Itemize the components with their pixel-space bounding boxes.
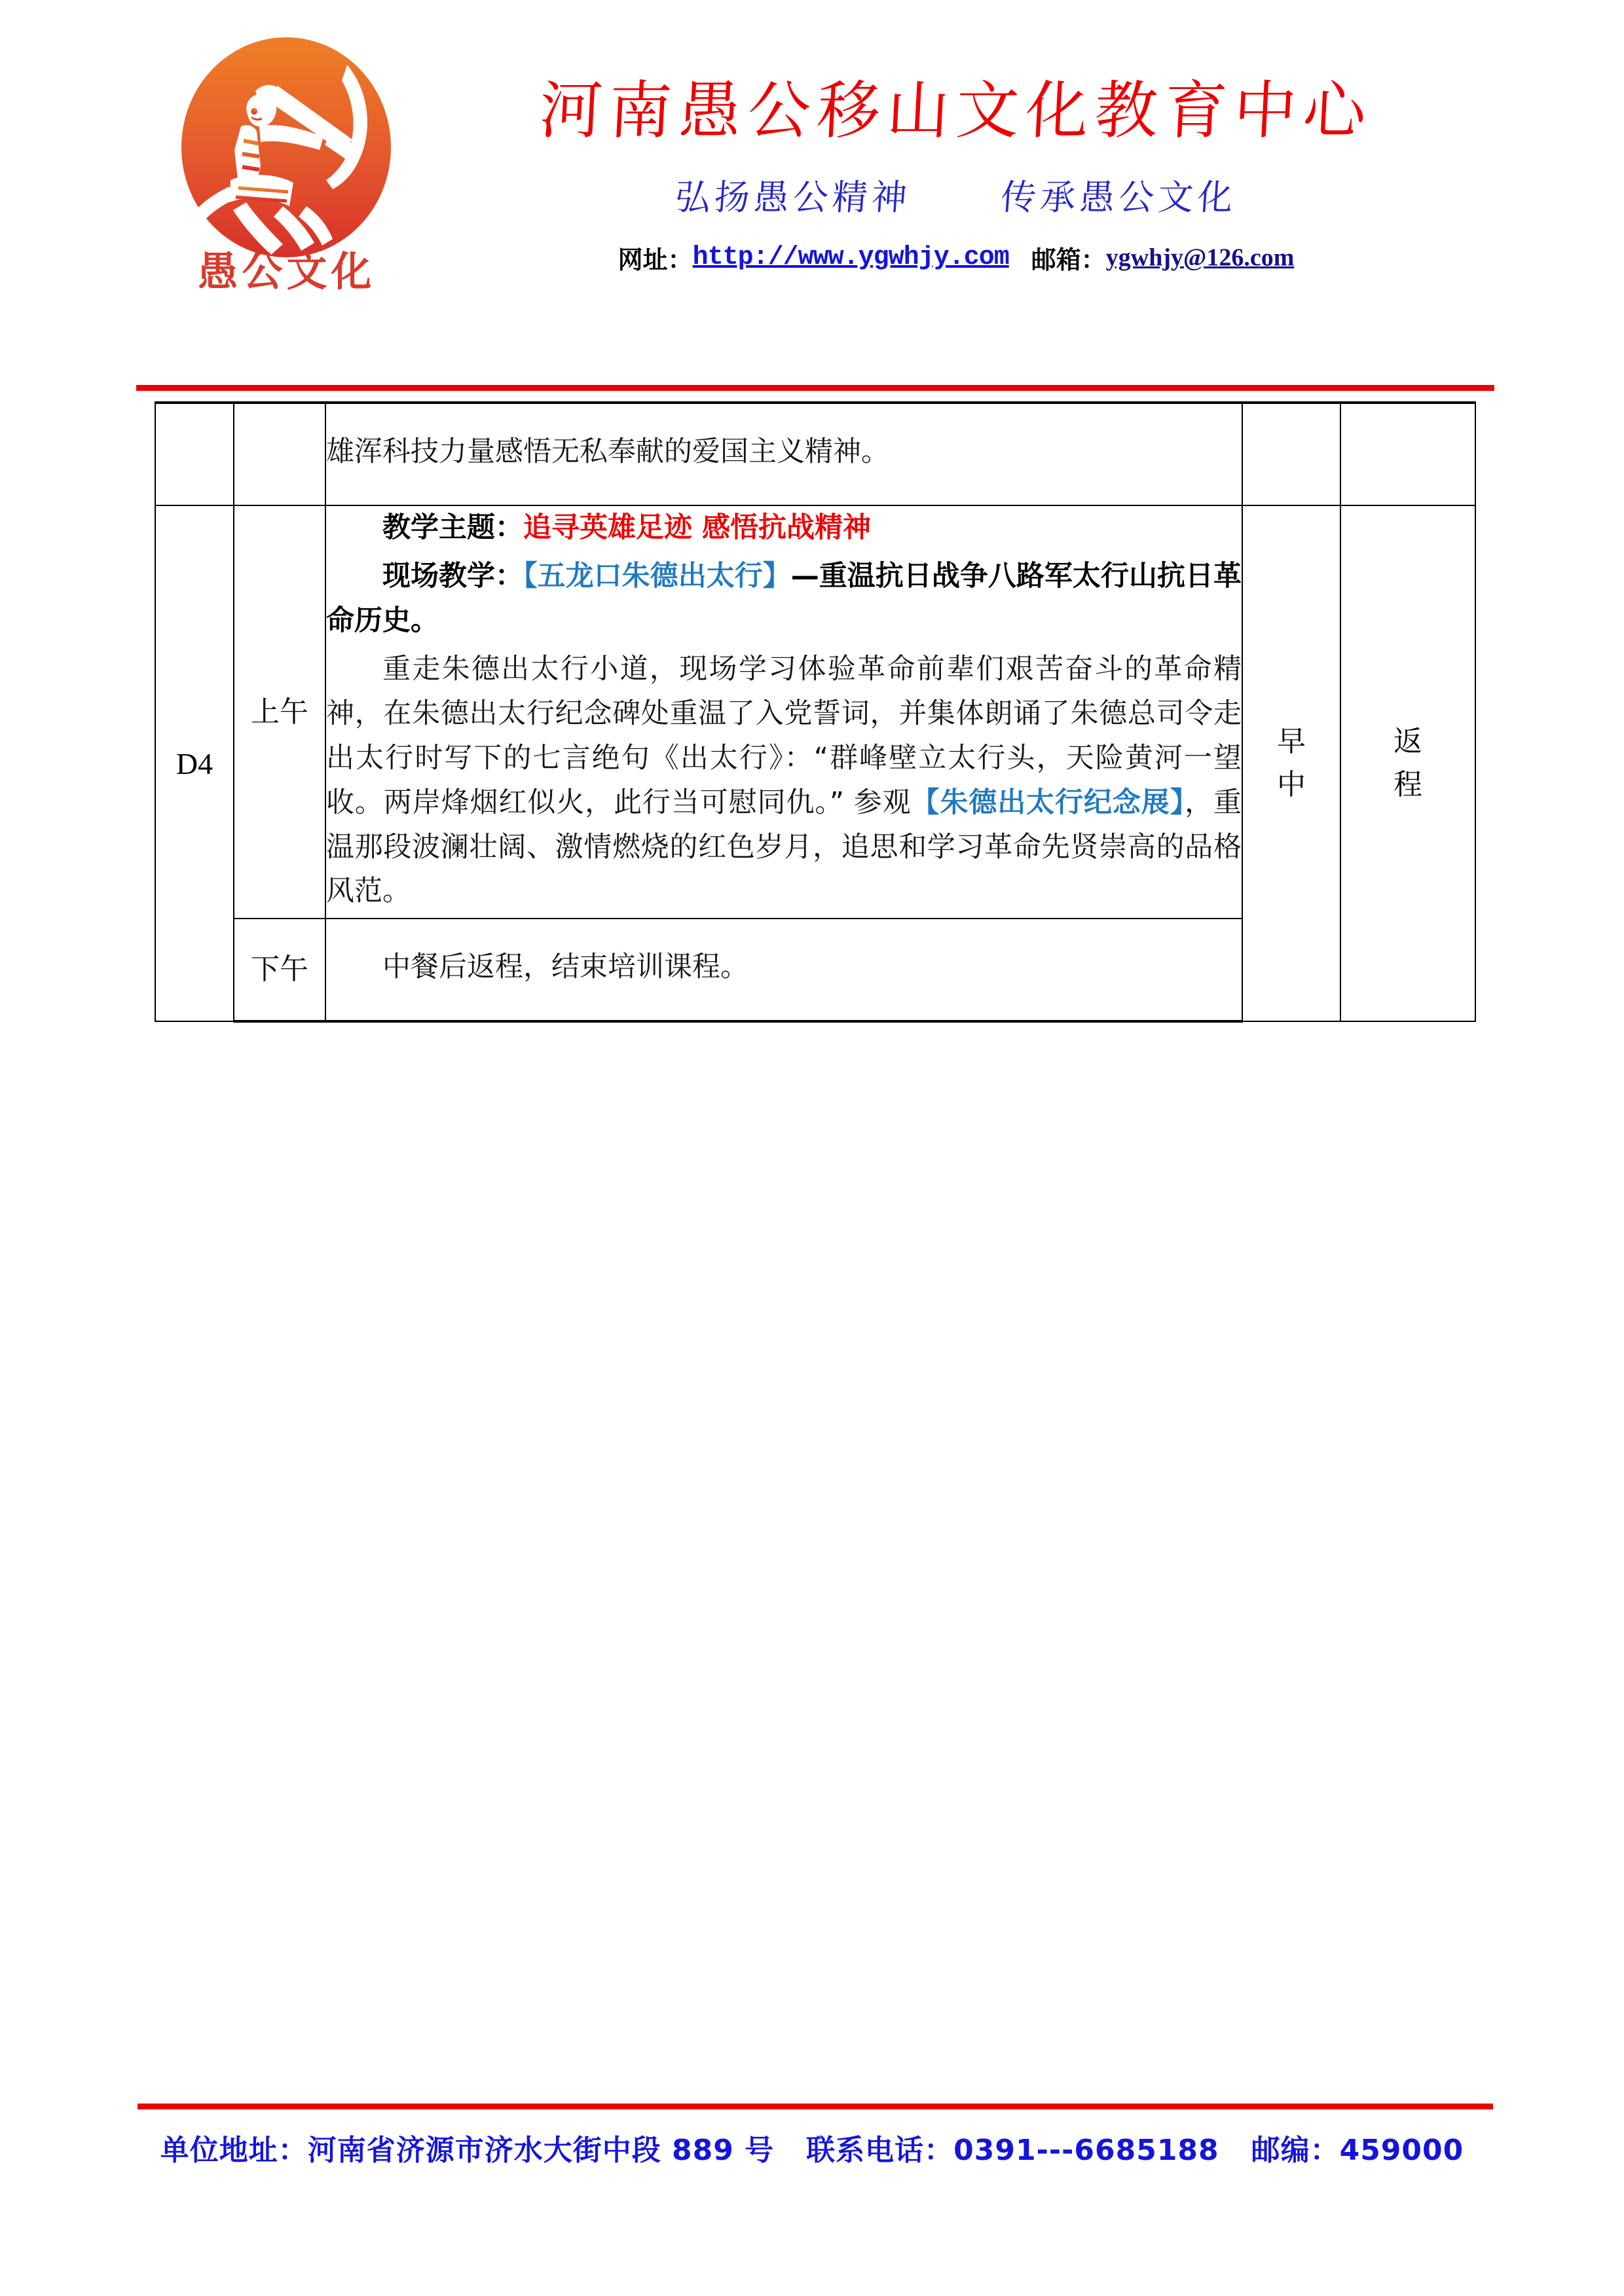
cell-period-morning: 上午 — [234, 505, 325, 919]
organization-title: 河南愚公移山文化教育中心 — [538, 74, 1375, 147]
stay-line-1: 返 — [1393, 725, 1422, 759]
slogan-left: 弘扬愚公精神 — [673, 176, 913, 218]
morning-paragraph — [326, 647, 1242, 915]
table-row — [155, 403, 1475, 505]
foolish-old-man-pickaxe-icon — [178, 35, 394, 261]
meal-line-2: 中 — [1277, 768, 1306, 802]
cell-afternoon-body — [325, 919, 1242, 1021]
visit-prefix: 参观 — [844, 786, 912, 819]
theme-value: 追寻英雄足迹 感悟抗战精神 — [523, 511, 871, 544]
cell-stay-empty — [1340, 403, 1475, 505]
cell-morning-body — [325, 505, 1242, 919]
onsite-site-name: 【五龙口朱德出太行】 — [523, 559, 791, 592]
website-label: 网址： — [618, 245, 693, 274]
footer-address-label: 单位地址： — [160, 2134, 308, 2167]
schedule-table — [155, 401, 1476, 1023]
slogan-right: 传承愚公文化 — [999, 176, 1238, 218]
email-link[interactable]: ygwhjy@126.com — [1105, 244, 1295, 272]
cell-continued-body — [325, 403, 1242, 505]
cell-lodging — [1340, 505, 1475, 1021]
cell-period-afternoon: 下午 — [234, 919, 325, 1021]
email-label: 邮箱： — [1031, 245, 1106, 274]
visit-tail: ，重温那段波澜壮阔、激情燃烧的红色岁月，追思和学习革命先贤崇高的品格风范。 — [326, 786, 1242, 908]
onsite-label: 现场教学： — [382, 559, 524, 592]
cell-meal-empty — [1242, 403, 1340, 505]
afternoon-text: 中餐后返程，结束培训课程。 — [382, 951, 748, 984]
cell-day-d4: D4 — [155, 505, 234, 1021]
header-text-block — [419, 0, 1493, 276]
footer-zip-label: 邮编： — [1251, 2134, 1340, 2167]
header-divider-rule — [136, 385, 1494, 391]
paragraph-1: 重走朱德出太行小道，现场学习体验革命前辈们艰苦奋斗的革命精神，在朱德出太行纪念碑处重温了入党誓词，并集体朗诵了朱德总司令走出太行时写下的七言绝句《出太行》： — [326, 652, 1242, 774]
header-contact-line — [419, 240, 1493, 276]
onsite-line — [326, 555, 1242, 644]
onsite-tail: —重温抗日战争八路军太行山抗日革命历史。 — [326, 559, 1242, 637]
meal-line-1: 早 — [1277, 725, 1306, 759]
footer-phone-value: 0391---6685188 — [953, 2134, 1219, 2167]
poem-quote: “群峰壁立太行头，天险黄河一望收。两岸烽烟红似火，此行当可慰同仇。” — [326, 741, 1242, 819]
footer-zip-value: 459000 — [1339, 2134, 1464, 2167]
cell-period-empty — [234, 403, 325, 505]
logo-wordmark: 愚公文化 — [197, 247, 376, 295]
organization-logo — [164, 23, 409, 350]
page-footer — [0, 2126, 1624, 2168]
page-header — [0, 0, 1624, 350]
cell-day-empty — [155, 403, 234, 505]
footer-phone-label: 联系电话： — [806, 2134, 954, 2167]
continued-text: 雄浑科技力量感悟无私奉献的爱国主义精神。 — [326, 435, 889, 468]
theme-label: 教学主题： — [382, 511, 523, 544]
organization-slogan — [417, 170, 1494, 220]
stay-line-2: 程 — [1393, 768, 1422, 802]
footer-address-value: 河南省济源市济水大街中段 889 号 — [307, 2134, 775, 2167]
footer-divider-rule — [138, 2104, 1493, 2109]
table-row — [155, 505, 1475, 919]
visit-site-name: 【朱德出太行纪念展】 — [911, 786, 1185, 819]
cell-meals — [1242, 505, 1340, 1021]
theme-line — [326, 506, 1242, 551]
website-link[interactable]: http://www.ygwhjy.com — [692, 242, 1009, 272]
logo-circle — [178, 35, 394, 261]
